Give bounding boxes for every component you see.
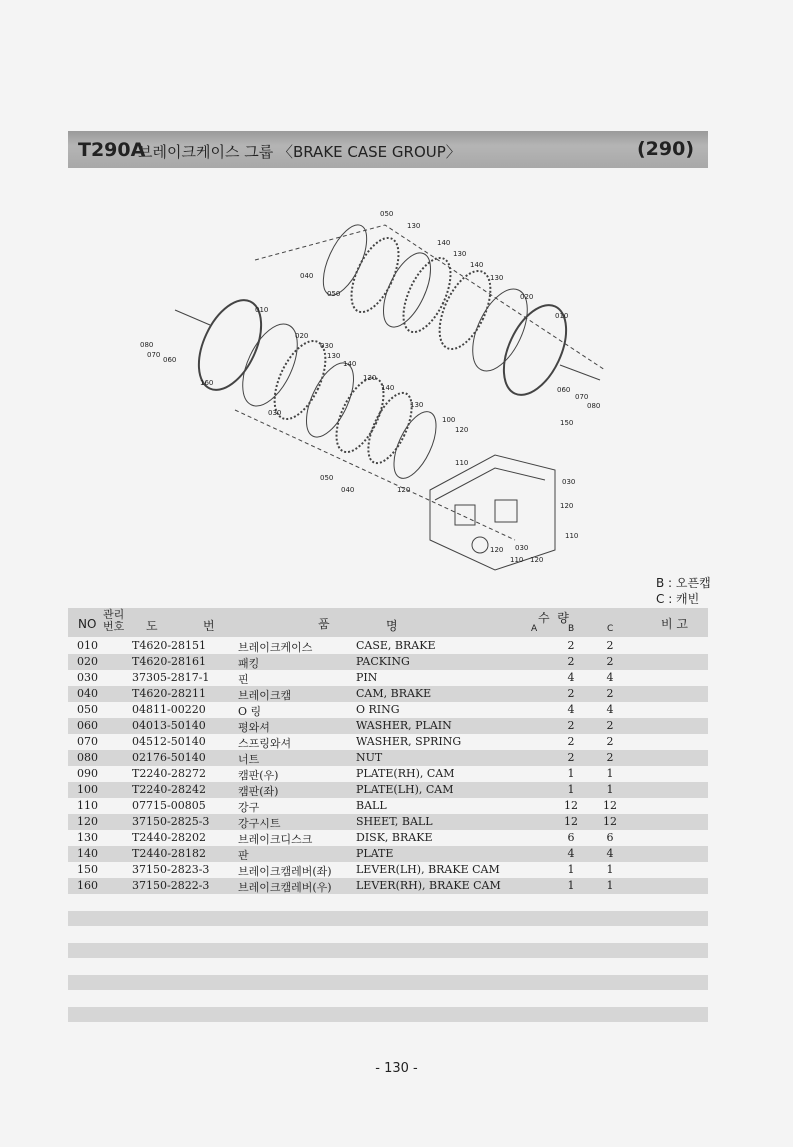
svg-text:130: 130: [490, 274, 504, 282]
cell-en: O RING: [356, 703, 400, 716]
cell-ko: 강구: [238, 801, 260, 814]
svg-text:050: 050: [327, 290, 341, 298]
table-row: [68, 718, 708, 734]
page-number: - 130 -: [375, 1061, 418, 1076]
cell-c: 1: [606, 783, 614, 796]
svg-text:040: 040: [341, 486, 355, 494]
cell-no: 090: [77, 767, 98, 780]
cell-part: 37150-2822-3: [132, 879, 210, 892]
header-qty: 수 량: [538, 611, 569, 625]
svg-text:040: 040: [300, 272, 314, 280]
cell-en: PLATE(RH), CAM: [356, 767, 455, 780]
cell-c: 2: [606, 687, 614, 700]
header-qty-b: B: [568, 624, 575, 634]
cell-en: DISK, BRAKE: [356, 831, 433, 844]
table-row: [68, 654, 708, 670]
cell-no: 150: [77, 863, 98, 876]
header-part-no-1: 도: [146, 619, 158, 633]
svg-text:130: 130: [407, 222, 421, 230]
svg-text:120: 120: [490, 546, 504, 554]
table-row: [68, 830, 708, 846]
header-mgmt: 관리 번호: [103, 608, 125, 633]
svg-text:060: 060: [557, 386, 571, 394]
cell-ko: 브레이크캠레버(우): [238, 881, 332, 894]
cell-ko: 판: [238, 849, 249, 862]
cell-b: 1: [567, 863, 575, 876]
parts-table: [68, 638, 708, 894]
table-row: [68, 702, 708, 718]
svg-text:030: 030: [320, 342, 334, 350]
table-row: [68, 798, 708, 814]
svg-text:010: 010: [255, 306, 269, 314]
cell-part: T4620-28211: [132, 687, 207, 700]
cell-c: 1: [606, 879, 614, 892]
cell-no: 030: [77, 671, 98, 684]
blank-row: [68, 911, 708, 926]
cell-ko: 브레이크디스크: [238, 833, 313, 846]
exploded-diagram: [135, 200, 625, 580]
cell-b: 2: [567, 735, 575, 748]
cell-no: 160: [77, 879, 98, 892]
svg-text:030: 030: [268, 409, 282, 417]
cell-b: 2: [567, 655, 575, 668]
cell-ko: 너트: [238, 753, 260, 766]
cell-c: 4: [606, 671, 614, 684]
cell-no: 040: [77, 687, 98, 700]
cell-part: T2440-28202: [132, 831, 207, 844]
svg-text:010: 010: [555, 312, 569, 320]
blank-row: [68, 1007, 708, 1022]
cell-b: 6: [567, 831, 575, 844]
cell-en: LEVER(LH), BRAKE CAM: [356, 863, 500, 876]
table-row: [68, 862, 708, 878]
cell-part: 37150-2823-3: [132, 863, 210, 876]
cell-c: 2: [606, 719, 614, 732]
cell-en: PLATE(LH), CAM: [356, 783, 454, 796]
svg-text:060: 060: [163, 356, 177, 364]
svg-text:130: 130: [410, 401, 424, 409]
svg-text:070: 070: [575, 393, 589, 401]
cell-ko: 강구시트: [238, 817, 281, 830]
cell-c: 4: [606, 847, 614, 860]
cell-en: WASHER, SPRING: [356, 735, 462, 748]
cell-en: LEVER(RH), BRAKE CAM: [356, 879, 501, 892]
cell-c: 12: [603, 799, 617, 812]
cell-part: 07715-00805: [132, 799, 206, 812]
svg-text:120: 120: [560, 502, 574, 510]
cell-c: 2: [606, 751, 614, 764]
svg-text:130: 130: [453, 250, 467, 258]
cell-no: 110: [77, 799, 98, 812]
cell-no: 120: [77, 815, 98, 828]
cell-part: T2440-28182: [132, 847, 207, 860]
svg-text:020: 020: [295, 332, 309, 340]
cell-no: 070: [77, 735, 98, 748]
header-part-no-2: 번: [203, 619, 215, 633]
legend-c: C : 캐빈: [656, 592, 700, 606]
cell-b: 4: [567, 671, 575, 684]
cell-c: 1: [606, 863, 614, 876]
header-qty-a: A: [531, 624, 538, 634]
blank-row: [68, 975, 708, 990]
table-row: [68, 846, 708, 862]
cell-b: 2: [567, 687, 575, 700]
svg-text:050: 050: [320, 474, 334, 482]
table-row: [68, 638, 708, 654]
svg-text:120: 120: [530, 556, 544, 564]
cell-c: 2: [606, 655, 614, 668]
cell-b: 1: [567, 783, 575, 796]
cell-b: 1: [567, 879, 575, 892]
header-no: NO: [78, 617, 97, 631]
table-row: [68, 766, 708, 782]
svg-text:110: 110: [455, 459, 469, 467]
cell-c: 1: [606, 767, 614, 780]
svg-text:110: 110: [565, 532, 579, 540]
cell-no: 050: [77, 703, 98, 716]
cell-ko: 캠판(우): [238, 769, 279, 782]
cell-b: 4: [567, 703, 575, 716]
cell-en: PLATE: [356, 847, 394, 860]
svg-text:150: 150: [560, 419, 574, 427]
table-row: [68, 782, 708, 798]
svg-text:140: 140: [343, 360, 357, 368]
cell-part: 04013-50140: [132, 719, 206, 732]
cell-part: T4620-28161: [132, 655, 207, 668]
cell-part: 37150-2825-3: [132, 815, 210, 828]
svg-text:070: 070: [147, 351, 161, 359]
svg-text:110: 110: [510, 556, 524, 564]
svg-text:120: 120: [455, 426, 469, 434]
header-name-2: 명: [386, 619, 398, 633]
cell-en: PACKING: [356, 655, 410, 668]
cell-b: 2: [567, 719, 575, 732]
cell-part: 04811-00220: [132, 703, 206, 716]
cell-ko: 브레이크캠레버(좌): [238, 865, 332, 878]
svg-text:030: 030: [562, 478, 576, 486]
svg-text:020: 020: [520, 293, 534, 301]
cell-b: 12: [564, 799, 578, 812]
cell-ko: 브레이크캠: [238, 689, 292, 702]
cell-b: 1: [567, 767, 575, 780]
svg-text:160: 160: [200, 379, 214, 387]
svg-text:080: 080: [140, 341, 154, 349]
cell-en: WASHER, PLAIN: [356, 719, 452, 732]
cell-b: 12: [564, 815, 578, 828]
table-header: [68, 608, 708, 637]
svg-text:130: 130: [363, 374, 377, 382]
cell-en: NUT: [356, 751, 383, 764]
cell-ko: O 링: [238, 705, 262, 718]
legend-b: B : 오픈캡: [656, 576, 711, 590]
header-name-1: 품: [318, 617, 330, 631]
cell-part: 37305-2817-1: [132, 671, 210, 684]
legend: [656, 575, 711, 607]
svg-text:140: 140: [437, 239, 451, 247]
cell-c: 12: [603, 815, 617, 828]
cell-ko: 스프링와셔: [238, 737, 292, 750]
cell-en: PIN: [356, 671, 378, 684]
table-row: [68, 878, 708, 894]
svg-text:050: 050: [380, 210, 394, 218]
cell-c: 2: [606, 735, 614, 748]
table-row: [68, 734, 708, 750]
cell-ko: 핀: [238, 673, 249, 686]
svg-text:030: 030: [515, 544, 529, 552]
cell-b: 2: [567, 751, 575, 764]
cell-no: 130: [77, 831, 98, 844]
table-row: [68, 750, 708, 766]
cell-ko: 패킹: [238, 657, 260, 670]
blank-row: [68, 943, 708, 958]
group-code: T290A: [78, 139, 146, 161]
cell-en: BALL: [356, 799, 387, 812]
svg-text:130: 130: [327, 352, 341, 360]
cell-ko: 평와셔: [238, 721, 270, 734]
cell-no: 100: [77, 783, 98, 796]
cell-part: T2240-28272: [132, 767, 207, 780]
cell-no: 060: [77, 719, 98, 732]
cell-ko: 캠판(좌): [238, 785, 279, 798]
cell-c: 2: [606, 639, 614, 652]
cell-b: 2: [567, 639, 575, 652]
cell-no: 010: [77, 639, 98, 652]
cell-b: 4: [567, 847, 575, 860]
header-qty-c: C: [607, 624, 614, 634]
cell-part: 04512-50140: [132, 735, 206, 748]
svg-text:120: 120: [397, 486, 411, 494]
cell-part: T4620-28151: [132, 639, 207, 652]
cell-c: 6: [606, 831, 614, 844]
cell-part: 02176-50140: [132, 751, 206, 764]
svg-text:140: 140: [381, 384, 395, 392]
svg-text:100: 100: [442, 416, 456, 424]
cell-ko: 브레이크케이스: [238, 641, 313, 654]
cell-no: 020: [77, 655, 98, 668]
svg-text:140: 140: [470, 261, 484, 269]
cell-no: 080: [77, 751, 98, 764]
table-row: [68, 686, 708, 702]
title-bar: [68, 131, 708, 168]
cell-en: SHEET, BALL: [356, 815, 433, 828]
cell-no: 140: [77, 847, 98, 860]
table-row: [68, 670, 708, 686]
cell-en: CASE, BRAKE: [356, 639, 436, 652]
svg-text:080: 080: [587, 402, 601, 410]
group-name: 브레이크케이스 그룹 〈BRAKE CASE GROUP〉: [138, 143, 461, 161]
header-remark: 비 고: [661, 617, 688, 631]
cell-c: 4: [606, 703, 614, 716]
cell-part: T2240-28242: [132, 783, 207, 796]
table-row: [68, 814, 708, 830]
cell-en: CAM, BRAKE: [356, 687, 432, 700]
group-page-ref: (290): [636, 138, 694, 160]
